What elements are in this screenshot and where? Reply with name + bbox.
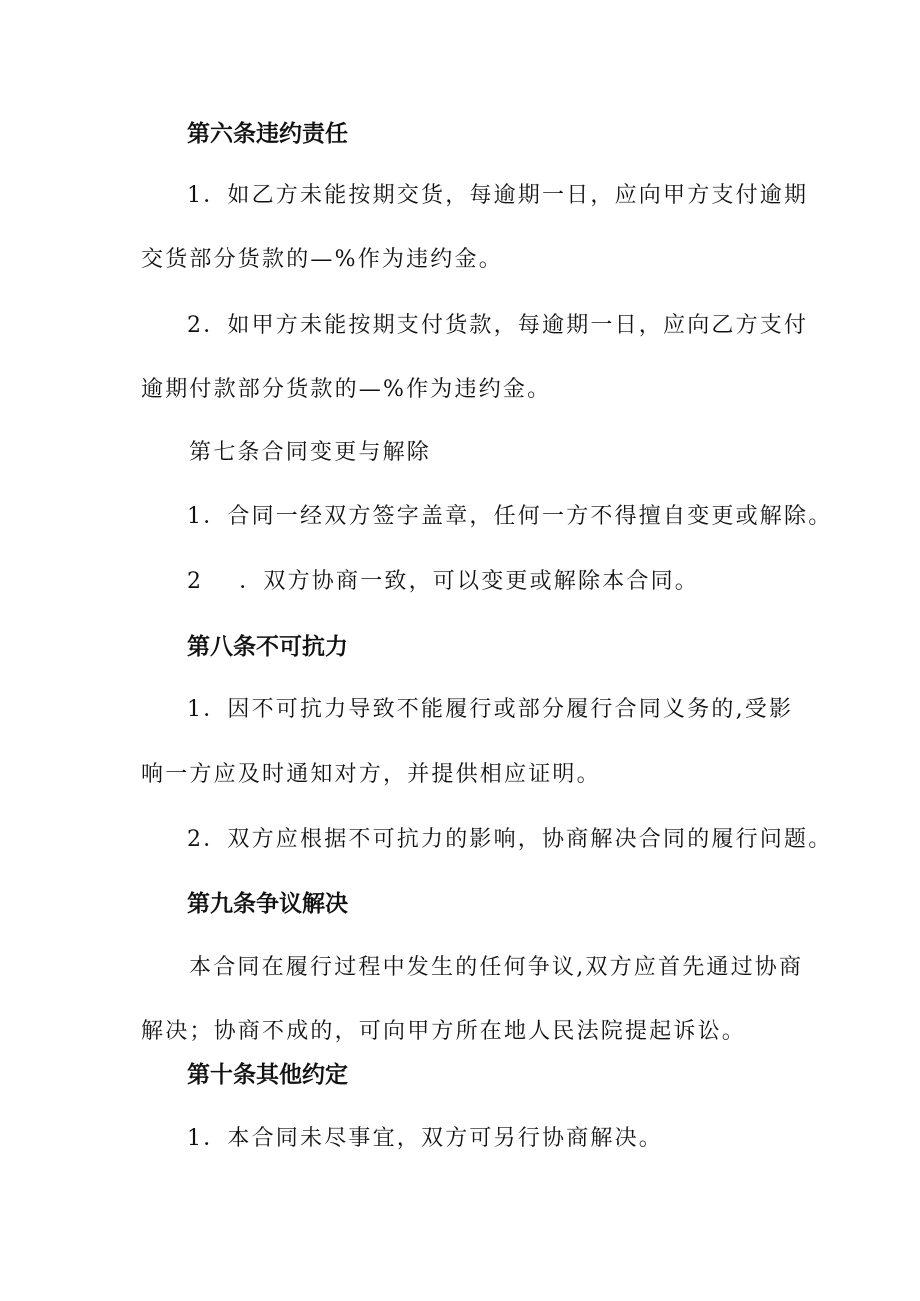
- section-6-title: 第六条违约责任: [187, 121, 348, 147]
- section-8-clause-1-line-2: 响一方应及时通知对方，并提供相应证明。: [141, 762, 601, 787]
- section-6-clause-1-line-2: 交货部分货款的—%作为违约金。: [141, 247, 503, 272]
- section-10-title: 第十条其他约定: [187, 1062, 348, 1088]
- clause-text: ．双方协商一致，可以变更或解除本合同。: [239, 569, 700, 594]
- section-10-clause-1: 1．本合同未尽事宜，双方可另行协商解决。: [187, 1126, 663, 1151]
- clause-number: 2: [187, 569, 204, 594]
- section-7-clause-1: 1．合同一经双方签字盖章，任何一方不得擅自变更或解除。: [187, 504, 833, 529]
- section-9-title: 第九条争议解决: [187, 891, 348, 917]
- section-7-clause-2: [187, 567, 699, 597]
- section-6-clause-1-line-1: 1．如乙方未能按期交货，每逾期一日，应向甲方支付逾期: [187, 183, 809, 208]
- section-8-clause-1-line-1: 1．因不可抗力导致不能履行或部分履行合同义务的,受影: [187, 697, 794, 722]
- section-8-title: 第八条不可抗力: [187, 634, 348, 660]
- section-6-clause-2-line-1: 2．如甲方未能按期支付货款，每逾期一日，应向乙方支付: [187, 313, 809, 338]
- section-9-paragraph-line-1: 本合同在履行过程中发生的任何争议,双方应首先通过协商: [189, 955, 804, 980]
- section-7-title: 第七条合同变更与解除: [189, 440, 432, 465]
- section-9-paragraph-line-2: 解决；协商不成的，可向甲方所在地人民法院提起诉讼。: [141, 1019, 747, 1044]
- section-8-clause-2: 2．双方应根据不可抗力的影响，协商解决合同的履行问题。: [187, 827, 833, 852]
- section-6-clause-2-line-2: 逾期付款部分货款的—%作为违约金。: [141, 377, 552, 402]
